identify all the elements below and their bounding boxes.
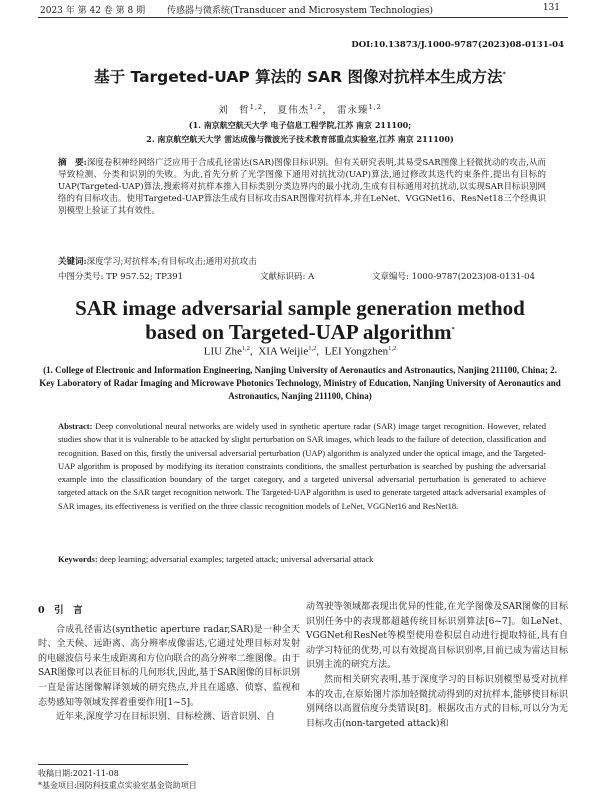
body-left-column xyxy=(38,604,300,725)
affiliation-cn-1: (1. 南京航空航天大学 电子信息工程学院,江苏 南京 211100; xyxy=(188,120,412,130)
body-paragraph: 然而相关研究表明,基于深度学习的目标识别模型易受对抗样本的攻击,在原始图片添加轻微扰动得到的对抗样本,能够使目标识别网络以高置信度分类错误[8]。根据攻击方式的目标,可以分为无目标攻击(non-targeted attack)和 xyxy=(306,674,568,729)
keywords-cn: 关键词:深度学习;对抗样本;有目标攻击;通用对抗攻击 xyxy=(58,257,257,267)
body-paragraph: 合成孔径雷达(synthetic aperture radar,SAR)是一种全天时、全天候、远距离、高分辨率成像雷达,它通过处理目标对发射的电磁波信号来生成距离和方位向联合的高分辨率二维图像。由于SAR图像可以表征目标的几何形状,因此,基于SAR图像的目标识别一直是雷达图像解译领域的研究热点,并且在遥感、侦察、监视和态势感知等领域发挥着重要作用[1~5]。 xyxy=(38,624,300,708)
clc-number: 中图分类号: TP 957.52; TP391 xyxy=(58,272,184,282)
document-code: 文献标识码: A xyxy=(260,272,315,282)
body-paragraph: 近年来,深度学习在目标识别、目标检测、语音识别、自 xyxy=(56,712,275,723)
page-number: 131 xyxy=(542,3,560,13)
body-paragraph: 动驾驶等领域都表现出优异的性能,在光学图像及SAR图像的目标识别任务中的表现都超越传统目标识别算法[6~7]。如LeNet、VGGNet和ResNet等模型使用卷积层自动进行提取特征,具有自动学习特征的优势,可以有效提高目标识别率,目前已成为雷达目标识别主流的研究方法。 xyxy=(306,602,568,671)
issue-info: 2023 年 第 42 卷 第 8 期 xyxy=(40,6,146,16)
title-en-line-2: based on Targeted-UAP algorithm* xyxy=(145,320,455,344)
affiliation-en: (1. College of Electronic and Information Engineering, Nanjing University of Aeronautics and Astronautics, Nanjing 211100, China; 2. Key Laboratory of Radar Imaging and Microwave Photonics Technology, Ministry of Education, Nanjing University of Aeronautics and Astronautics, Nanjing 211100, China) xyxy=(39,365,561,401)
section-heading: 0 引 言 xyxy=(38,605,83,616)
abstract-cn: 摘 要:深度卷积神经网络广泛应用于合成孔径雷达(SAR)图像目标识别。但有关研究表明,其易受SAR图像上轻微扰动的攻击,从而导致检测、分类和识别的失败。为此,首先分析了光学图像下通用对抗扰动(UAP)算法,通过修改其迭代约束条件,提出有目标的UAP(Targeted-UAP)算法,搜索将对抗样本推入目标类别分类边界内的最小扰动,生成有目标通用对抗扰动,以实现SAR目标识别网络的有目标攻击。使用Targeted-UAP算法生成有目标攻击SAR图像对抗样本,并在LeNet、VGGNet16、ResNet18三个经典识别模型上验证了其有效性。 xyxy=(58,158,546,216)
body-right-column xyxy=(306,600,568,731)
authors-en: LIU Zhe$^{1,2}$, XIA Weijie$^{1,2}$, LEI Yongzhen$^{1,2}$ xyxy=(203,345,397,358)
received-date: 收稿日期:2021-11-08 xyxy=(38,769,119,778)
title-cn: 基于 Targeted-UAP 算法的 SAR 图像对抗样本生成方法* xyxy=(94,68,506,86)
footnote-rule xyxy=(38,764,188,765)
header-rule xyxy=(38,17,568,18)
keywords-en: Keywords: deep learning; adversarial examples; targeted attack; universal adversarial attack xyxy=(58,554,374,564)
doi: DOI:10.13873/J.1000-9787(2023)08-0131-04 xyxy=(351,40,564,50)
journal-name: 传感器与微系统(Transducer and Microsystem Technologies) xyxy=(166,6,434,16)
article-number: 文章编号: 1000-9787(2023)08-0131-04 xyxy=(372,272,535,282)
affiliation-cn-2: 2. 南京航空航天大学 雷达成像与微波光子技术教育部重点实验室,江苏 南京 211100) xyxy=(146,134,454,144)
authors-cn: 刘 哲$^{1,2}$， 夏伟杰$^{1,2}$， 雷永臻$^{1,2}$ xyxy=(218,102,382,116)
title-en-line-1: SAR image adversarial sample generation method xyxy=(75,296,525,320)
fund-note: *基金项目:国防科技重点实验室基金资助项目 xyxy=(38,781,197,790)
abstract-en: Abstract: Deep convolutional neural networks are widely used in synthetic aperture radar (SAR) image target recognition. However, related studies show that it is vulnerable to be attacked by slight perturbation on SAR images, which leads to the failure of detection, classification and recognition. Based on this, firstly the universal adversarial perturbation (UAP) algorithm is analyzed under the optical image, and the Targeted-UAP algorithm is proposed by modifying its iteration constraints conditions, the smallest perturbation is searched by pushing the adversarial example into the classification boundary of the target category, and a targeted universal adversarial perturbation is generated to achieve targeted attack on the SAR target recognition network. The Targeted-UAP algorithm is used to generate targeted attack adversarial examples of SAR images, its effectiveness is verified on the three classic recognition models of LeNet, VGGNet16 and ResNet18. xyxy=(58,421,547,511)
